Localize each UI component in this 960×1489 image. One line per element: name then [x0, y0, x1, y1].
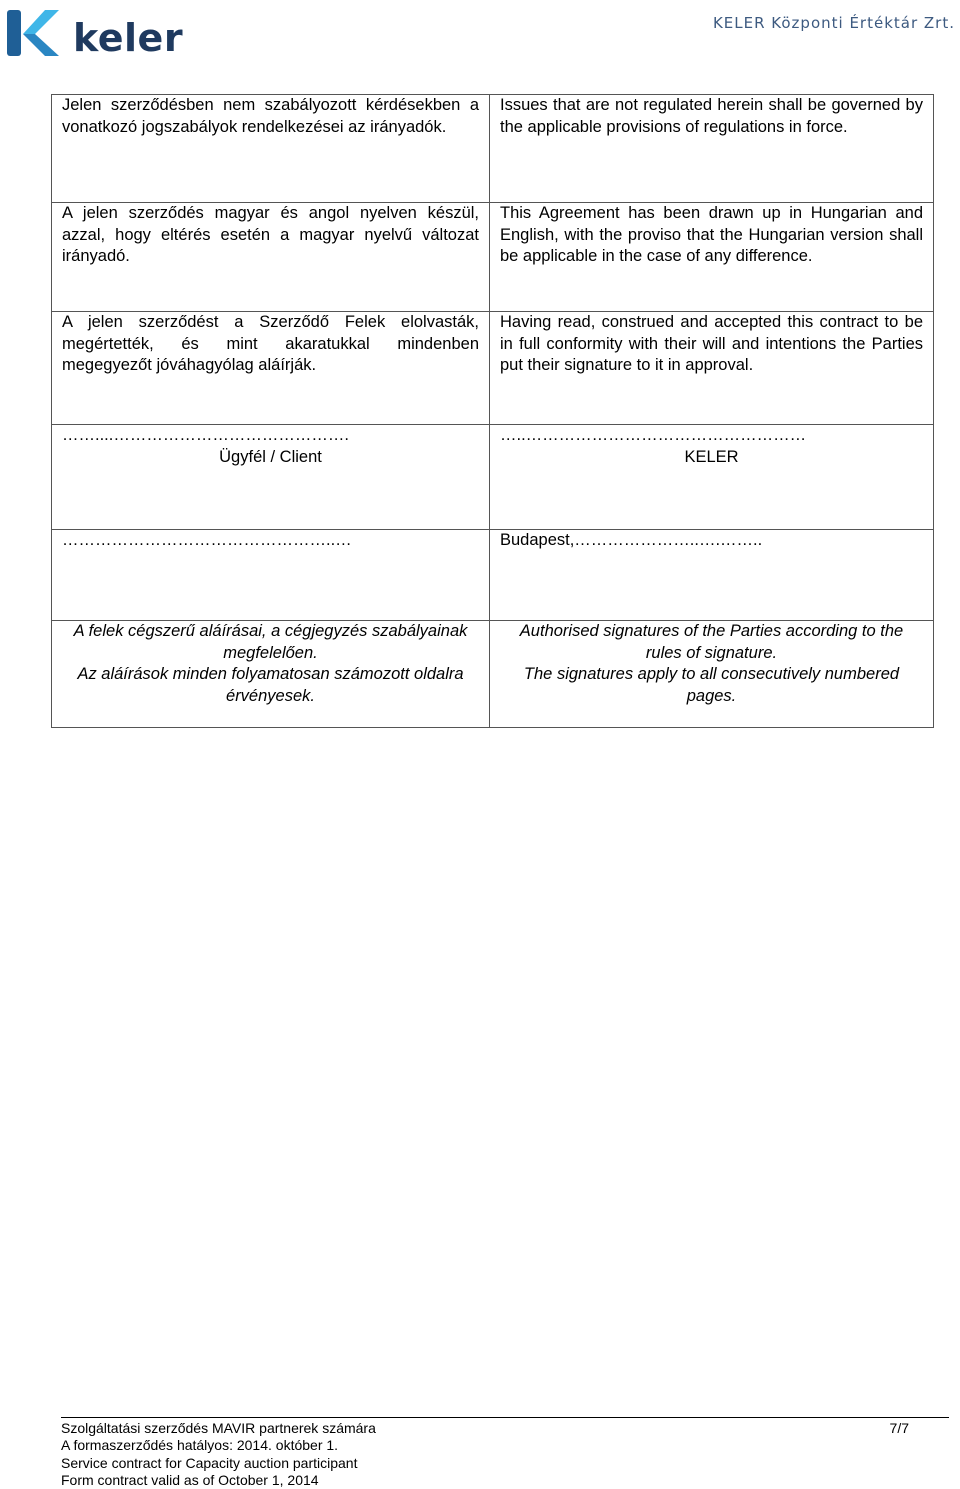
footer-line: Service contract for Capacity auction participant — [61, 1454, 358, 1471]
authorised-en-line1: Authorised signatures of the Parties according to the rules of signature. — [519, 622, 904, 662]
keler-place-line: Budapest,…………………..….…….. — [500, 531, 763, 549]
place-date-row — [52, 530, 934, 621]
clause-en: Issues that are not regulated herein shall be governed by the applicable provisions of regulations in force. — [490, 95, 934, 203]
footer-line: Form contract valid as of October 1, 2014 — [61, 1471, 319, 1488]
client-signature-cell — [52, 425, 490, 530]
clause-en: Having read, construed and accepted this contract to be in full conformity with their will and intentions the Parties put their signature to it in approval. — [490, 312, 934, 425]
footer-line: Szolgáltatási szerződés MAVIR partnerek számára — [61, 1420, 376, 1436]
page-footer — [61, 1417, 949, 1489]
clause-hu: Jelen szerződésben nem szabályozott kérdésekben a vonatkozó jogszabályok rendelkezései az irányadók. — [52, 95, 490, 203]
clause-hu: A jelen szerződés magyar és angol nyelven készül, azzal, hogy eltérés esetén a magyar nyelvű változat irányadó. — [52, 203, 490, 312]
authorised-hu-line1: A felek cégszerű aláírásai, a cégjegyzés szabályainak megfelelően. — [73, 622, 468, 662]
client-signature-label: Ügyfél / Client — [219, 447, 322, 466]
logo-wordmark: keler — [73, 16, 184, 60]
authorised-signatures-row — [52, 621, 934, 728]
authorised-note-hu — [52, 621, 490, 728]
clause-row-language — [52, 203, 934, 312]
signature-row — [52, 425, 934, 530]
footer-line: A formaszerződés hatályos: 2014. október 1. — [61, 1437, 339, 1454]
authorised-en-line2: The signatures apply to all consecutively numbered pages. — [523, 665, 900, 705]
clause-row-approval — [52, 312, 934, 425]
clause-hu: A jelen szerződést a Szerződő Felek elolvasták, megértették, és mint akaratukkal mindenben megegyezőt jóváhagyólag aláírják. — [52, 312, 490, 425]
authorised-note-en — [490, 621, 934, 728]
keler-signature-line: …..…………………………………………… — [500, 426, 807, 444]
page-number: 7/7 — [889, 1420, 909, 1436]
keler-k-icon — [5, 8, 61, 58]
client-place-date — [52, 530, 490, 621]
client-signature-line: ……....……………………………………. — [62, 426, 349, 444]
clause-row-governing-law — [52, 95, 934, 203]
client-place-line: …………………………………………..… — [62, 531, 352, 549]
page-header — [0, 0, 960, 70]
keler-place-date — [490, 530, 934, 621]
company-name: KELER Központi Értéktár Zrt. — [712, 14, 955, 32]
contract-clauses-table — [51, 94, 934, 728]
authorised-hu-line2: Az aláírások minden folyamatosan számozott oldalra érvényesek. — [77, 665, 464, 705]
keler-signature-cell — [490, 425, 934, 530]
keler-logo — [5, 8, 184, 60]
keler-signature-label: KELER — [684, 447, 739, 466]
clause-en: This Agreement has been drawn up in Hungarian and English, with the proviso that the Hungarian version shall be applicable in the case of any difference. — [490, 203, 934, 312]
